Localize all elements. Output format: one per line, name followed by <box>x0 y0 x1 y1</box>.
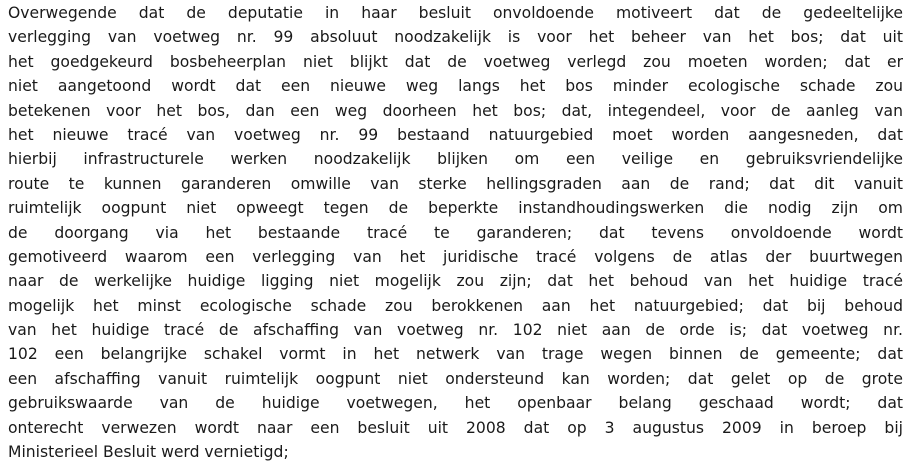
text-line-5: betekenen voor het bos, dan een weg doorheen het bos; dat, integendeel, voor de aanleg van <box>8 101 903 120</box>
text-line-16: een afschaffing vanuit ruimtelijk oogpunt niet ondersteund kan worden; dat gelet op de grote <box>8 369 903 388</box>
text-line-13: mogelijk het minst ecologische schade zou berokkenen aan het natuurgebied; dat bij behoud <box>8 296 903 315</box>
text-line-17: gebruikswaarde van de huidige voetwegen, het openbaar belang geschaad wordt; dat <box>8 394 903 413</box>
text-line-18: onterecht verwezen wordt naar een besluit uit 2008 dat op 3 augustus 2009 in beroep bij <box>8 418 903 437</box>
text-line-8: route te kunnen garanderen omwille van sterke hellingsgraden aan de rand; dat dit vanuit <box>8 174 903 193</box>
text-line-7: hierbij infrastructurele werken noodzakelijk blijken om een veilige en gebruiksvriendelijke <box>8 150 903 169</box>
text-line-12: naar de werkelijke huidige ligging niet mogelijk zou zijn; dat het behoud van het huidige tracé <box>8 272 903 291</box>
text-line-19: Ministerieel Besluit werd vernietigd; <box>8 443 289 462</box>
text-line-9: ruimtelijk oogpunt niet opweegt tegen de beperkte instandhoudingswerken die nodig zijn om <box>8 199 903 218</box>
text-line-1: Overwegende dat de deputatie in haar besluit onvoldoende motiveert dat de gedeeltelijke <box>8 4 903 22</box>
text-line-11: gemotiveerd waarom een verlegging van het juridische tracé volgens de atlas der buurtwegen <box>8 247 903 266</box>
text-line-6: het nieuwe tracé van voetweg nr. 99 bestaand natuurgebied moet worden aangesneden, dat <box>8 125 903 144</box>
text-line-3: het goedgekeurd bosbeheerplan niet blijkt dat de voetweg verlegd zou moeten worden; dat er <box>8 52 903 71</box>
text-line-10: de doorgang via het bestaande tracé te garanderen; dat tevens onvoldoende wordt <box>8 223 903 242</box>
text-line-15: 102 een belangrijke schakel vormt in het netwerk van trage wegen binnen de gemeente; dat <box>8 345 903 364</box>
text-line-4: niet aangetoond wordt dat een nieuwe weg langs het bos minder ecologische schade zou <box>8 77 903 96</box>
text-line-2: verlegging van voetweg nr. 99 absoluut noodzakelijk is voor het beheer van het bos; dat uit <box>8 28 903 47</box>
text-line-14: van het huidige tracé de afschaffing van voetweg nr. 102 niet aan de orde is; dat voetweg nr. <box>8 321 903 340</box>
body-paragraph <box>8 1 903 464</box>
